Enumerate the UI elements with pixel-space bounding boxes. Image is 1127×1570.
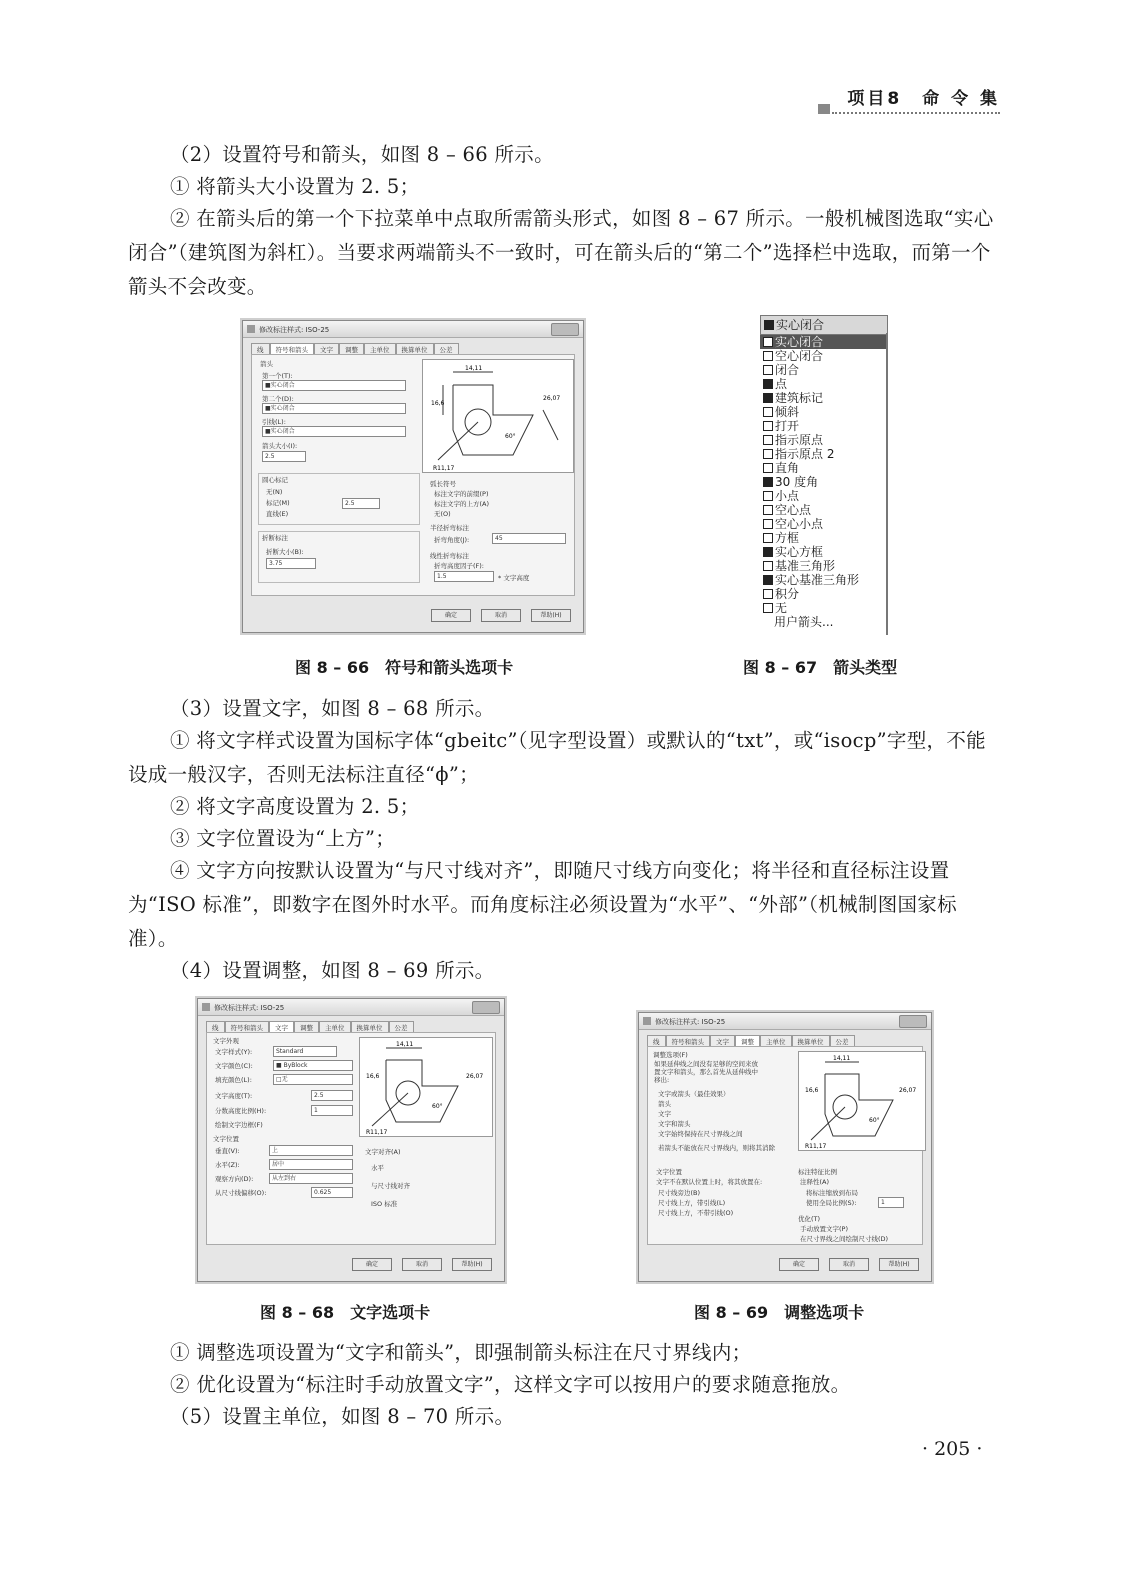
list-item[interactable] bbox=[760, 363, 888, 377]
tab-lines[interactable]: 线 bbox=[206, 1021, 225, 1032]
header-title: 项目8 命 令 集 bbox=[847, 89, 1000, 109]
fraction-input[interactable]: 1 bbox=[311, 1105, 353, 1116]
preview-pane bbox=[422, 359, 574, 473]
list-item-label: 打开 bbox=[775, 419, 800, 433]
dialog-title: 修改标注样式: ISO-25 bbox=[259, 326, 330, 334]
dim-top-label: 14,11 bbox=[396, 1041, 414, 1048]
second-arrow-label: 第二个(D): bbox=[262, 395, 294, 403]
arrow-icon bbox=[763, 351, 773, 361]
ok-button[interactable]: 确定 bbox=[431, 609, 471, 622]
figure-caption: 图 8 – 66 符号和箭头选项卡 bbox=[295, 658, 514, 677]
dim-right-label: 26,07 bbox=[543, 395, 561, 402]
dimension-preview bbox=[423, 360, 573, 472]
text-color-select[interactable]: ■ ByBlock bbox=[273, 1060, 353, 1071]
radio-over-without-leader[interactable]: 尺寸线上方，不带引线(O) bbox=[658, 1209, 734, 1217]
tab-panel bbox=[647, 1046, 923, 1245]
radio-arrows[interactable]: 箭头 bbox=[658, 1100, 671, 1108]
text-placement-label: 文字位置 bbox=[656, 1168, 682, 1176]
figure-caption: 图 8 – 69 调整选项卡 bbox=[694, 1303, 865, 1322]
close-icon[interactable] bbox=[551, 323, 579, 336]
dim-top-label: 14,11 bbox=[465, 365, 483, 372]
list-item-label: 用户箭头... bbox=[774, 615, 834, 629]
arrow-icon bbox=[763, 575, 773, 585]
list-item[interactable] bbox=[760, 489, 888, 503]
list-item[interactable] bbox=[760, 503, 888, 517]
running-header bbox=[818, 80, 1000, 120]
dimension-preview bbox=[360, 1038, 492, 1136]
list-item-label: 闭合 bbox=[775, 363, 800, 377]
dialog-title: 修改标注样式: ISO-25 bbox=[655, 1018, 726, 1026]
paragraph: ② 优化设置为“标注时手动放置文字”，这样文字可以按用户的要求随意拖放。 bbox=[170, 1373, 851, 1396]
dialog-tabs bbox=[251, 343, 459, 354]
radio-text-and-arrows[interactable]: 文字和箭头 bbox=[658, 1120, 691, 1128]
tab-fit[interactable]: 调整 bbox=[735, 1035, 760, 1046]
second-arrow-select[interactable]: ■实心闭合 bbox=[262, 403, 406, 414]
arrow-icon bbox=[763, 449, 773, 459]
annotative-checkbox[interactable]: 注释性(A) bbox=[800, 1178, 830, 1186]
radio-beside-line[interactable]: 尺寸线旁边(B) bbox=[658, 1189, 701, 1197]
tab-symbols-arrows[interactable]: 符号和箭头 bbox=[270, 343, 315, 354]
arrows-group-label: 箭头 bbox=[260, 360, 273, 368]
help-button[interactable]: 帮助(H) bbox=[879, 1258, 919, 1271]
view-direction-select[interactable]: 从左到右 bbox=[269, 1173, 353, 1184]
text-alignment-label: 文字对齐(A) bbox=[365, 1148, 401, 1156]
dim-left-label: 16,6 bbox=[805, 1087, 819, 1094]
list-item-label: 实心闭合 bbox=[775, 335, 824, 349]
arrow-icon bbox=[763, 435, 773, 445]
header-marker bbox=[818, 104, 830, 114]
radio-scale-layout[interactable]: 将标注缩放到布局 bbox=[806, 1189, 858, 1197]
list-item[interactable] bbox=[760, 615, 888, 629]
break-size-label: 折断大小(B): bbox=[266, 548, 304, 556]
app-icon bbox=[247, 325, 255, 333]
tab-text[interactable]: 文字 bbox=[314, 343, 339, 354]
fine-tuning-label: 优化(T) bbox=[798, 1215, 821, 1223]
dialog-tabs bbox=[647, 1035, 855, 1046]
list-item[interactable] bbox=[760, 405, 888, 419]
radio-over-with-leader[interactable]: 尺寸线上方，带引线(L) bbox=[658, 1199, 726, 1207]
horizontal-label: 水平(Z): bbox=[215, 1161, 240, 1169]
dim-angle-label: 60° bbox=[505, 433, 516, 440]
arrow-icon bbox=[763, 589, 773, 599]
list-item[interactable] bbox=[760, 461, 888, 475]
overall-scale-input[interactable]: 1 bbox=[878, 1197, 904, 1208]
tab-panel bbox=[206, 1032, 496, 1245]
paragraph: （2）设置符号和箭头，如图 8 – 66 所示。 bbox=[170, 143, 554, 166]
radius-jog-label: 半径折弯标注 bbox=[430, 524, 469, 532]
help-button[interactable]: 帮助(H) bbox=[452, 1258, 492, 1271]
tab-alternate-units[interactable]: 换算单位 bbox=[792, 1035, 830, 1046]
paragraph: ④ 文字方向按默认设置为“与尺寸线对齐”，即随尺寸线方向变化；将半径和直径标注设置为“ISO 标准”，即数字在图外时水平。而角度标注必须设置为“水平”、“外部”（机械制图国家标准）。 bbox=[128, 859, 957, 950]
radio-line[interactable]: 直线(E) bbox=[266, 510, 289, 518]
leader-label: 引线(L): bbox=[262, 418, 286, 426]
text-height-note: * 文字高度 bbox=[498, 574, 530, 582]
text-height-label: 文字高度(T): bbox=[215, 1092, 253, 1100]
list-item[interactable] bbox=[760, 601, 888, 615]
list-item[interactable] bbox=[760, 433, 888, 447]
fit-description: 如果延伸线之间没有足够的空间来放置文字和箭头，那么首先从延伸线中移出: bbox=[654, 1060, 758, 1084]
app-icon bbox=[202, 1003, 210, 1011]
paragraph: ② 在箭头后的第一个下拉菜单中点取所需箭头形式，如图 8 – 67 所示。一般机械图选取“实心闭合”（建筑图为斜杠）。当要求两端箭头不一致时，可在箭头后的“第二个”选择栏中选取，而第一个箭头不会改变。 bbox=[128, 207, 994, 298]
tab-lines[interactable]: 线 bbox=[251, 343, 270, 354]
tab-alternate-units[interactable]: 换算单位 bbox=[396, 343, 434, 354]
solid-closed-arrow-icon bbox=[764, 320, 774, 330]
tab-panel bbox=[251, 354, 575, 596]
arrow-icon bbox=[763, 477, 773, 487]
figure-caption: 图 8 – 68 文字选项卡 bbox=[260, 1303, 431, 1322]
jog-factor-label: 折弯高度因子(F): bbox=[434, 562, 485, 570]
tab-symbols-arrows[interactable]: 符号和箭头 bbox=[225, 1021, 270, 1032]
text-placement-description: 文字不在默认位置上时，将其放置在: bbox=[656, 1178, 763, 1186]
list-item[interactable] bbox=[760, 447, 888, 461]
list-item-label: 积分 bbox=[775, 587, 800, 601]
arrow-icon bbox=[763, 337, 773, 347]
dim-right-label: 26,07 bbox=[899, 1087, 917, 1094]
preview-pane bbox=[798, 1051, 926, 1151]
cancel-button[interactable]: 取消 bbox=[402, 1258, 442, 1271]
paragraph: ① 调整选项设置为“文字和箭头”，即强制箭头标注在尺寸界线内； bbox=[170, 1341, 752, 1364]
dim-angle-label: 60° bbox=[869, 1117, 880, 1124]
tab-fit[interactable]: 调整 bbox=[294, 1021, 319, 1032]
radio-best-fit[interactable]: 文字或箭头（最佳效果） bbox=[658, 1090, 730, 1098]
ok-button[interactable]: 确定 bbox=[779, 1258, 819, 1271]
radio-aligned[interactable]: 与尺寸线对齐 bbox=[371, 1182, 410, 1190]
dim-angle-label: 60° bbox=[432, 1103, 443, 1110]
fill-color-label: 填充颜色(L): bbox=[215, 1076, 252, 1084]
radio-arc-prefix[interactable]: 标注文字的前缀(P) bbox=[434, 490, 489, 498]
list-item[interactable] bbox=[760, 335, 888, 349]
horizontal-select[interactable]: 居中 bbox=[269, 1159, 353, 1170]
tab-text[interactable]: 文字 bbox=[269, 1021, 294, 1032]
list-item-label: 空心小点 bbox=[775, 517, 824, 531]
arrow-icon bbox=[763, 393, 773, 403]
first-arrow-select[interactable]: ■实心闭合 bbox=[262, 380, 406, 391]
arrow-icon bbox=[763, 365, 773, 375]
list-item-label: 实心基准三角形 bbox=[775, 573, 860, 587]
text-height-input[interactable]: 2.5 bbox=[311, 1090, 353, 1101]
dialog-buttons bbox=[779, 1258, 919, 1271]
list-item-label: 建筑标记 bbox=[775, 391, 824, 405]
break-label: 折断标注 bbox=[262, 534, 288, 542]
dialog-tabs bbox=[206, 1021, 414, 1032]
arrow-dropdown-header[interactable] bbox=[760, 315, 888, 335]
figure-8-69-dialog bbox=[638, 1012, 932, 1282]
arrow-icon bbox=[763, 519, 773, 529]
list-item[interactable] bbox=[760, 531, 888, 545]
dialog-title: 修改标注样式: ISO-25 bbox=[214, 1004, 285, 1012]
tab-lines[interactable]: 线 bbox=[647, 1035, 666, 1046]
frame-checkbox[interactable]: 绘制文字边框(F) bbox=[215, 1121, 263, 1129]
paragraph: ① 将箭头大小设置为 2. 5； bbox=[170, 175, 420, 198]
draw-dim-line-checkbox[interactable]: 在尺寸界线之间绘制尺寸线(D) bbox=[800, 1235, 889, 1243]
page-number: · 205 · bbox=[922, 1438, 983, 1460]
figure-8-66-dialog bbox=[242, 320, 584, 633]
dim-diag-label: R11,17 bbox=[433, 465, 455, 472]
radio-overall-scale[interactable]: 使用全局比例(S): bbox=[806, 1199, 857, 1207]
fit-options-label: 调整选项(F) bbox=[653, 1051, 688, 1059]
arrow-dropdown-value: 实心闭合 bbox=[776, 318, 825, 332]
vertical-select[interactable]: 上 bbox=[269, 1145, 353, 1156]
cancel-button[interactable]: 取消 bbox=[481, 609, 521, 622]
tab-tolerances[interactable]: 公差 bbox=[389, 1021, 414, 1032]
list-item[interactable] bbox=[760, 475, 888, 489]
scrollbar[interactable] bbox=[886, 333, 888, 635]
paragraph: （5）设置主单位，如图 8 – 70 所示。 bbox=[170, 1405, 515, 1428]
tab-tolerances[interactable]: 公差 bbox=[830, 1035, 855, 1046]
list-item[interactable] bbox=[760, 559, 888, 573]
figure-caption: 图 8 – 67 箭头类型 bbox=[743, 658, 898, 677]
app-icon bbox=[643, 1017, 651, 1025]
arrow-icon bbox=[763, 533, 773, 543]
placement-label: 文字位置 bbox=[213, 1135, 239, 1143]
figure-8-67-arrow-list bbox=[760, 315, 888, 635]
list-item-label: 无 bbox=[775, 601, 788, 615]
arrow-size-input[interactable]: 2.5 bbox=[262, 451, 306, 462]
jog-angle-input[interactable]: 45 bbox=[492, 533, 566, 544]
list-item-label: 基准三角形 bbox=[775, 559, 836, 573]
text-style-select[interactable]: Standard bbox=[273, 1046, 337, 1057]
arrow-icon bbox=[763, 379, 773, 389]
center-size-input[interactable]: 2.5 bbox=[342, 498, 380, 509]
dim-diag-label: R11,17 bbox=[366, 1129, 388, 1136]
arrow-icon bbox=[763, 463, 773, 473]
close-icon[interactable] bbox=[899, 1015, 927, 1028]
first-arrow-label: 第一个(T): bbox=[262, 372, 293, 380]
list-item-label: 指示原点 2 bbox=[775, 447, 835, 461]
dialog-titlebar bbox=[639, 1013, 931, 1030]
list-item[interactable] bbox=[760, 349, 888, 363]
dim-diag-label: R11,17 bbox=[805, 1143, 827, 1150]
text-color-label: 文字颜色(C): bbox=[215, 1062, 253, 1070]
arrow-icon bbox=[763, 421, 773, 431]
offset-input[interactable]: 0.625 bbox=[311, 1187, 353, 1198]
arc-symbol-label: 弧长符号 bbox=[430, 480, 456, 488]
fraction-label: 分数高度比例(H): bbox=[215, 1107, 267, 1115]
dim-right-label: 26,07 bbox=[466, 1073, 484, 1080]
tab-primary-units[interactable]: 主单位 bbox=[364, 343, 396, 354]
radio-none[interactable]: 无(N) bbox=[266, 488, 283, 496]
arrow-icon bbox=[763, 491, 773, 501]
jog-factor-input[interactable]: 1.5 bbox=[434, 571, 494, 582]
list-item[interactable] bbox=[760, 419, 888, 433]
arrow-icon bbox=[763, 561, 773, 571]
radio-arc-none[interactable]: 无(O) bbox=[434, 510, 451, 518]
arrow-icon bbox=[763, 407, 773, 417]
dimension-preview bbox=[799, 1052, 925, 1150]
help-button[interactable]: 帮助(H) bbox=[531, 609, 571, 622]
tab-primary-units[interactable]: 主单位 bbox=[760, 1035, 792, 1046]
offset-label: 从尺寸线偏移(O): bbox=[215, 1189, 267, 1197]
paragraph: ② 将文字高度设置为 2. 5； bbox=[170, 795, 420, 818]
header-rule bbox=[832, 112, 1000, 114]
arrow-icon bbox=[763, 547, 773, 557]
list-item[interactable] bbox=[760, 517, 888, 531]
arrow-size-label: 箭头大小(I): bbox=[262, 442, 298, 450]
radio-mark[interactable]: 标记(M) bbox=[266, 499, 290, 507]
vertical-label: 垂直(V): bbox=[215, 1147, 240, 1155]
list-item-label: 方框 bbox=[775, 531, 800, 545]
list-item-label: 30 度角 bbox=[775, 475, 819, 489]
cancel-button[interactable]: 取消 bbox=[829, 1258, 869, 1271]
list-item-label: 实心方框 bbox=[775, 545, 824, 559]
radio-horizontal[interactable]: 水平 bbox=[371, 1164, 384, 1172]
list-item[interactable] bbox=[760, 377, 888, 391]
list-item[interactable] bbox=[760, 391, 888, 405]
suppress-arrows-checkbox[interactable]: 若箭头不能放在尺寸界线内，则将其消除 bbox=[658, 1144, 775, 1152]
manual-place-checkbox[interactable]: 手动放置文字(P) bbox=[800, 1225, 848, 1233]
list-item-label: 空心点 bbox=[775, 503, 812, 517]
dim-top-label: 14,11 bbox=[833, 1055, 851, 1062]
list-item-label: 指示原点 bbox=[775, 433, 824, 447]
tab-fit[interactable]: 调整 bbox=[339, 343, 364, 354]
dialog-buttons bbox=[352, 1258, 492, 1271]
paragraph: ① 将文字样式设置为国标字体“gbeitc”（见字型设置）或默认的“txt”，或“isocp”字型，不能设成一般汉字，否则无法标注直径“ϕ”； bbox=[128, 729, 986, 786]
list-item[interactable] bbox=[760, 587, 888, 601]
radio-arc-above[interactable]: 标注文字的上方(A) bbox=[434, 500, 490, 508]
jog-angle-label: 折弯角度(J): bbox=[434, 536, 470, 544]
dialog-titlebar bbox=[198, 999, 504, 1016]
arrow-icon bbox=[763, 603, 773, 613]
paragraph: （4）设置调整，如图 8 – 69 所示。 bbox=[170, 959, 495, 982]
tab-tolerances[interactable]: 公差 bbox=[434, 343, 459, 354]
list-item-label: 点 bbox=[775, 377, 788, 391]
linear-jog-label: 线性折弯标注 bbox=[430, 552, 469, 560]
radio-keep-text[interactable]: 文字始终保持在尺寸界线之间 bbox=[658, 1130, 743, 1138]
break-size-input[interactable]: 3.75 bbox=[266, 558, 316, 569]
scale-label: 标注特征比例 bbox=[798, 1168, 837, 1176]
center-mark-label: 圆心标记 bbox=[262, 476, 288, 484]
tab-alternate-units[interactable]: 换算单位 bbox=[351, 1021, 389, 1032]
dim-left-label: 16,6 bbox=[366, 1073, 380, 1080]
list-item[interactable] bbox=[760, 545, 888, 559]
radio-text[interactable]: 文字 bbox=[658, 1110, 671, 1118]
leader-select[interactable]: ■实心闭合 bbox=[262, 426, 406, 437]
list-item-label: 空心闭合 bbox=[775, 349, 824, 363]
paragraph: ③ 文字位置设为“上方”； bbox=[170, 827, 396, 850]
view-direction-label: 观察方向(D): bbox=[215, 1175, 254, 1183]
fill-color-select[interactable]: □无 bbox=[273, 1074, 353, 1085]
arrow-icon bbox=[763, 505, 773, 515]
tab-symbols-arrows[interactable]: 符号和箭头 bbox=[666, 1035, 711, 1046]
paragraph: （3）设置文字，如图 8 – 68 所示。 bbox=[170, 697, 495, 720]
list-item-label: 倾斜 bbox=[775, 405, 800, 419]
text-style-label: 文字样式(Y): bbox=[215, 1048, 253, 1056]
close-icon[interactable] bbox=[472, 1001, 500, 1014]
dialog-buttons bbox=[431, 609, 571, 622]
list-item[interactable] bbox=[760, 573, 888, 587]
preview-pane bbox=[359, 1037, 493, 1137]
tab-primary-units[interactable]: 主单位 bbox=[319, 1021, 351, 1032]
dim-left-label: 16,6 bbox=[431, 400, 445, 407]
dialog-titlebar bbox=[243, 321, 583, 338]
radio-iso[interactable]: ISO 标准 bbox=[371, 1200, 398, 1208]
figure-8-68-dialog bbox=[197, 998, 505, 1282]
tab-text[interactable]: 文字 bbox=[710, 1035, 735, 1046]
appearance-label: 文字外观 bbox=[213, 1037, 239, 1045]
ok-button[interactable]: 确定 bbox=[352, 1258, 392, 1271]
list-item-label: 小点 bbox=[775, 489, 800, 503]
list-item-label: 直角 bbox=[775, 461, 800, 475]
